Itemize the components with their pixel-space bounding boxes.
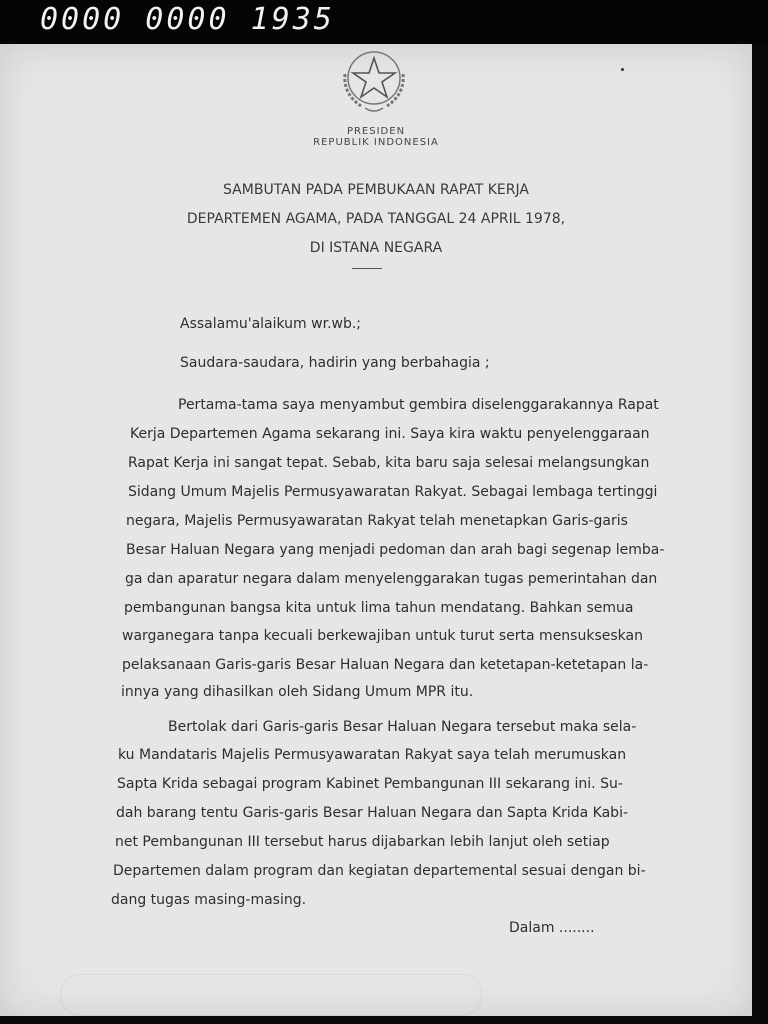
title-divider — [352, 268, 382, 269]
letterhead-line1: PRESIDEN — [346, 126, 406, 137]
garuda-star-emblem-icon — [331, 44, 417, 116]
title-line1: SAMBUTAN PADA PEMBUKAAN RAPAT KERJA — [223, 182, 529, 198]
continuation-marker: Dalam ........ — [509, 920, 595, 936]
paragraph-line: Besar Haluan Negara yang menjadi pedoman dan arah bagi segenap lemba- — [126, 542, 665, 558]
paragraph-line: innya yang dihasilkan oleh Sidang Umum MPR itu. — [121, 684, 474, 700]
paragraph-line: ku Mandataris Majelis Permusyawaratan Rakyat saya telah merumuskan — [118, 747, 627, 763]
paragraph-line: Rapat Kerja ini sangat tepat. Sebab, kita baru saja selesai melangsungkan — [128, 455, 650, 471]
greeting-salam: Assalamu'alaikum wr.wb.; — [180, 316, 362, 332]
greeting-audience: Saudara-saudara, hadirin yang berbahagia ; — [180, 355, 490, 371]
paragraph-line: pembangunan bangsa kita untuk lima tahun mendatang. Bahkan semua — [124, 600, 634, 616]
paragraph-line: Bertolak dari Garis-garis Besar Haluan Negara tersebut maka sela- — [168, 719, 637, 735]
frame-code: 0000 0000 1935 — [40, 2, 335, 37]
paragraph-line: Departemen dalam program dan kegiatan departemental sesuai dengan bi- — [113, 863, 646, 879]
paragraph-line: Pertama-tama saya menyambut gembira diselenggarakannya Rapat — [178, 397, 659, 413]
film-strip — [0, 0, 768, 44]
speck — [621, 68, 624, 71]
paragraph-line: ga dan aparatur negara dalam menyelenggarakan tugas pemerintahan dan — [125, 571, 658, 587]
film-bottom-edge — [0, 1016, 768, 1024]
paragraph-line: Sapta Krida sebagai program Kabinet Pembangunan III sekarang ini. Su- — [117, 776, 623, 792]
paragraph-line: net Pembangunan III tersebut harus dijabarkan lebih lanjut oleh setiap — [115, 834, 610, 850]
film-right-edge — [752, 44, 768, 1024]
document-page — [0, 44, 752, 1016]
paragraph-line: negara, Majelis Permusyawaratan Rakyat telah menetapkan Garis-garis — [126, 513, 628, 529]
paragraph-line: Sidang Umum Majelis Permusyawaratan Rakyat. Sebagai lembaga tertinggi — [128, 484, 658, 500]
title-line3: DI ISTANA NEGARA — [309, 240, 443, 256]
title-line2: DEPARTEMEN AGAMA, PADA TANGGAL 24 APRIL 1978, — [186, 211, 566, 227]
paragraph-line: Kerja Departemen Agama sekarang ini. Saya kira waktu penyelenggaraan — [130, 426, 650, 442]
paper-stain — [60, 974, 482, 1016]
paragraph-line: pelaksanaan Garis-garis Besar Haluan Negara dan ketetapan-ketetapan la- — [122, 657, 649, 673]
paragraph-line: dah barang tentu Garis-garis Besar Haluan Negara dan Sapta Krida Kabi- — [116, 805, 629, 821]
letterhead-line2: REPUBLIK INDONESIA — [313, 137, 439, 148]
paragraph-line: dang tugas masing-masing. — [111, 892, 307, 908]
paragraph-line: warganegara tanpa kecuali berkewajiban untuk turut serta mensukseskan — [122, 628, 643, 644]
